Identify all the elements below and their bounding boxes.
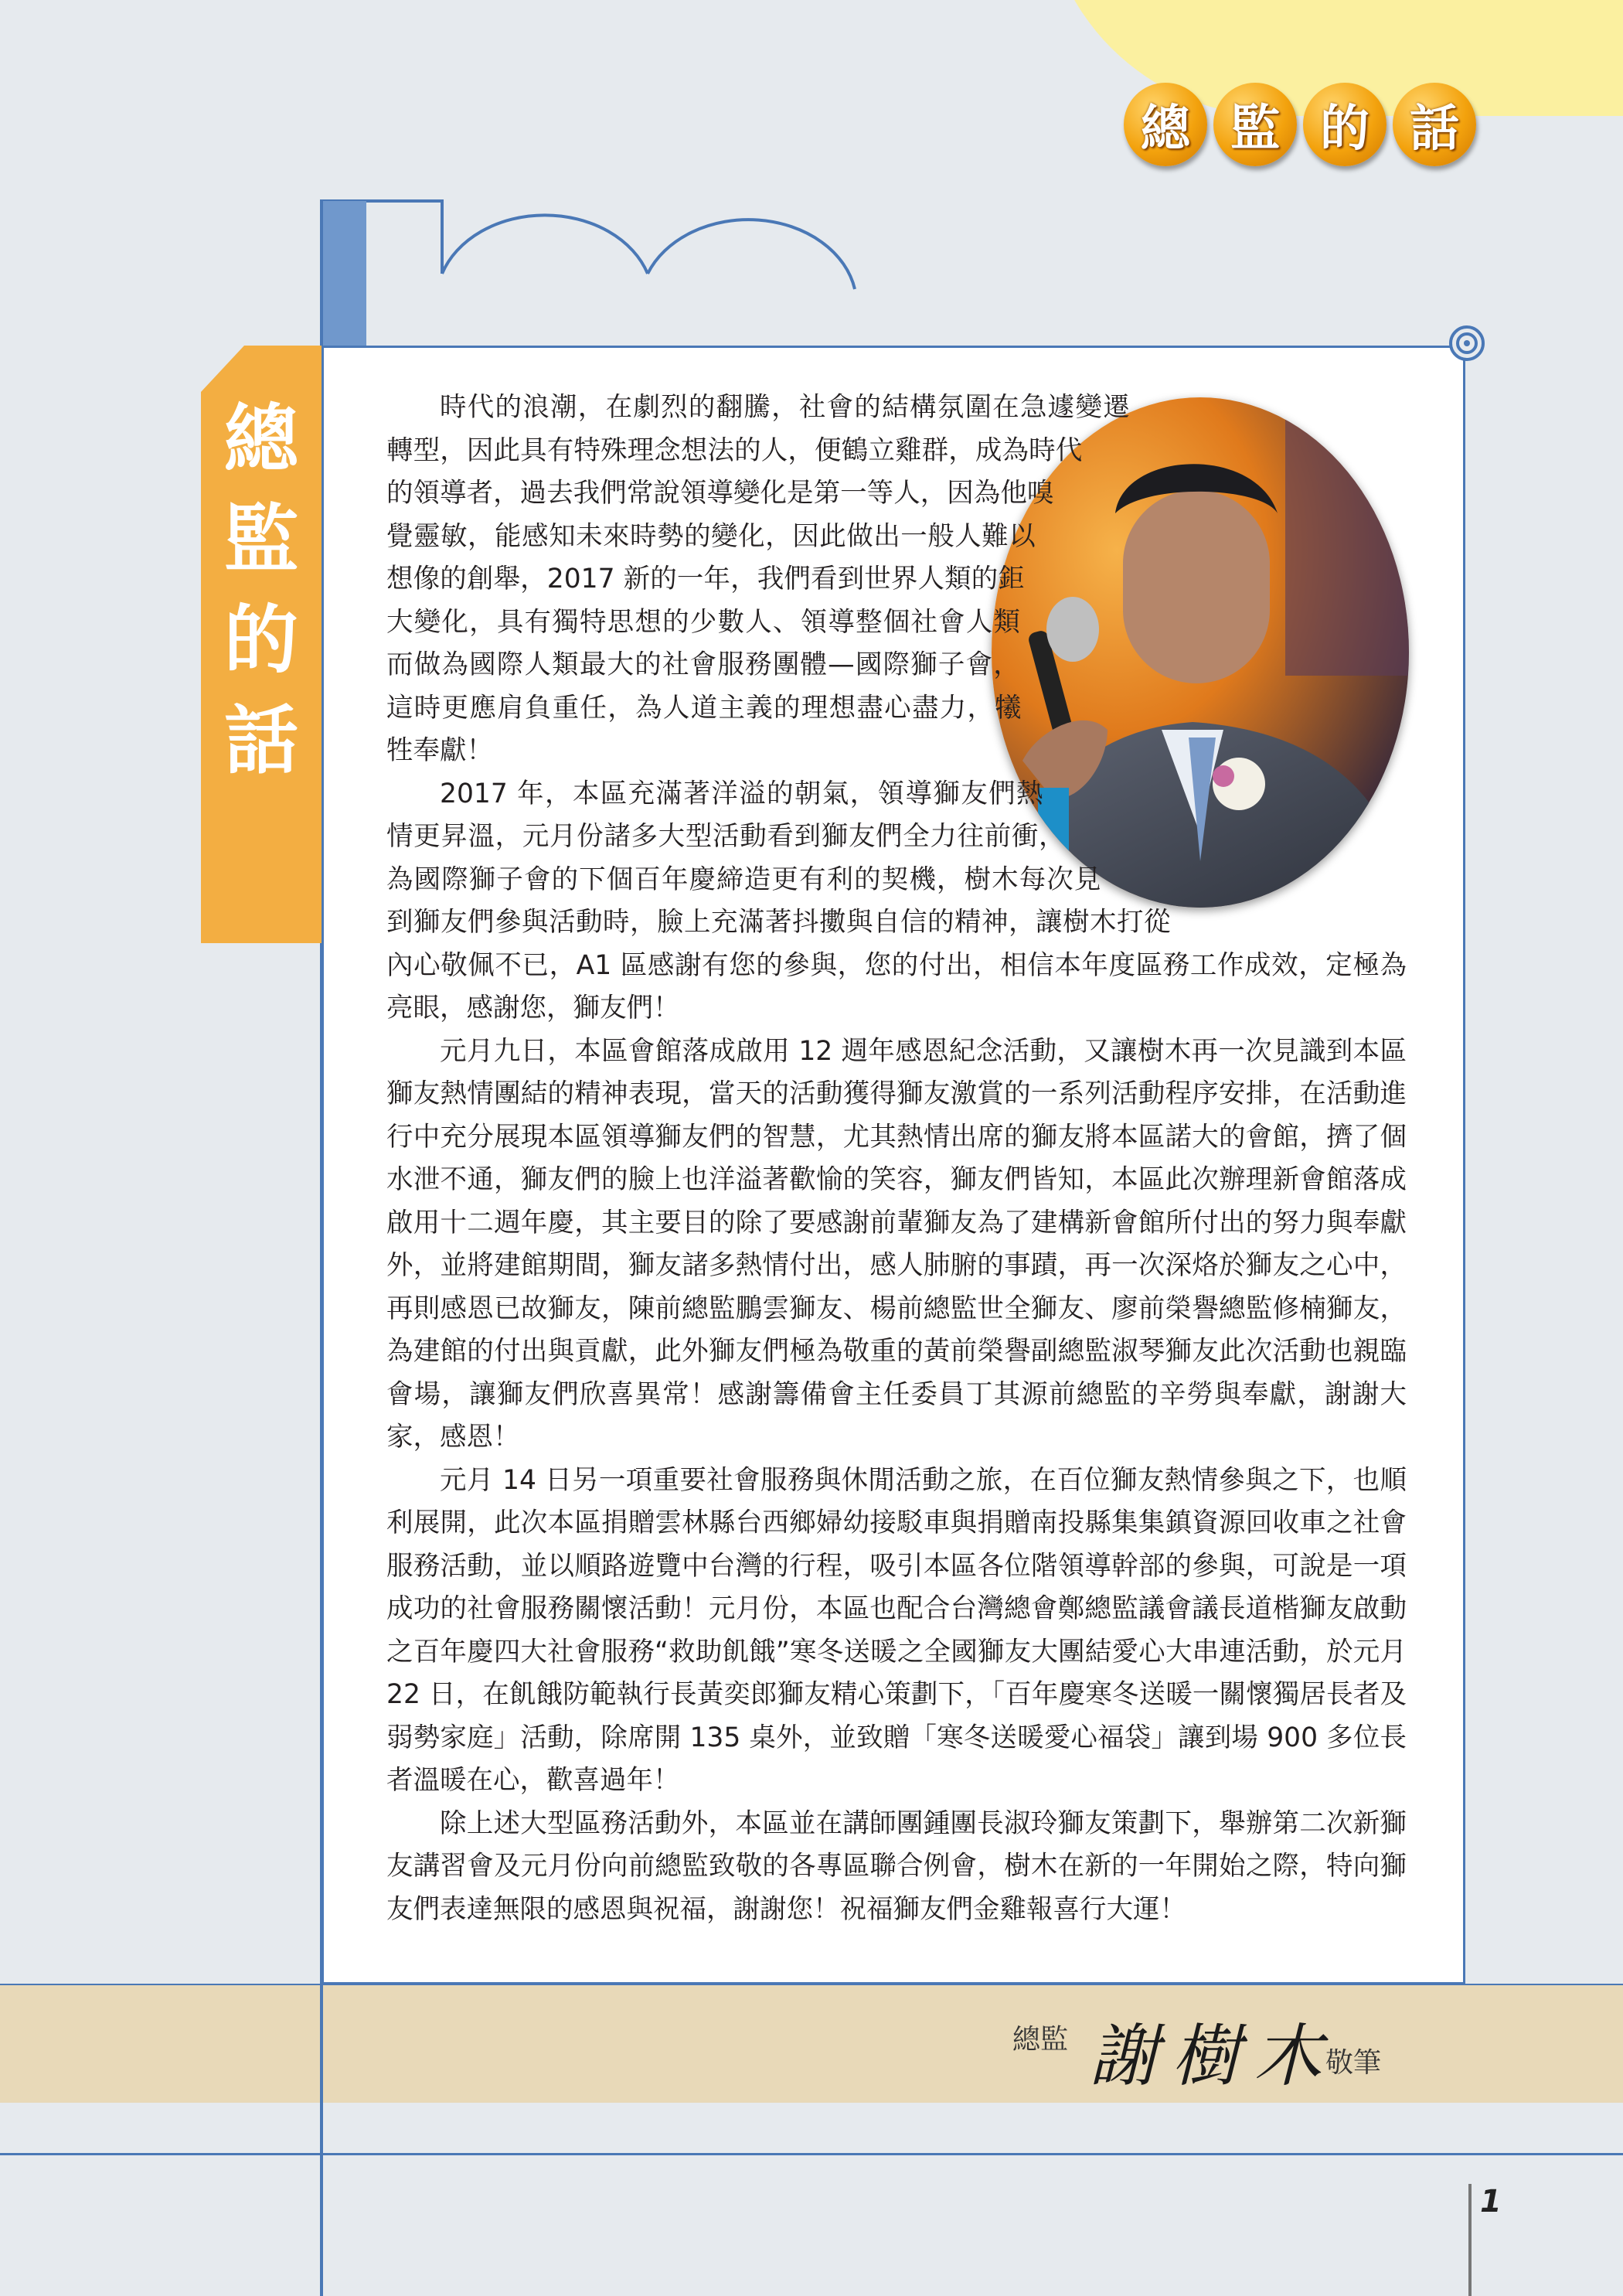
side-title-char: 的 — [224, 596, 298, 683]
article-body — [386, 387, 1407, 1931]
article-paragraph: 時代的浪潮，在劇烈的翻騰，社會的結構氛圍在急遽變遷轉型，因此具有特殊理念想法的人，便鶴立雞群，成為時代的領導者，過去我們常說領導變化是第一等人，因為他嗅覺靈敏，能感知未來時勢的變化，因此做出一般人難以想像的創舉，2017 新的一年，我們看到世界人類的鉅大變化，具有獨特思想的少數人、領導整個社會人類而做為國際人類最大的社會服務團體—國際獅子會，這時更應肩負重任，為人道主義的理想盡心盡力，犧牲奉獻！ — [386, 392, 1130, 766]
signature-closing: 敬筆 — [1325, 2047, 1382, 2079]
decorative-arcs — [441, 199, 858, 292]
spiral-icon — [1447, 323, 1487, 363]
title-badge: 的 — [1303, 83, 1387, 166]
signature-title: 總監 — [1012, 2024, 1069, 2056]
article-paragraph: 元月 14 日另一項重要社會服務與休閒活動之旅，在百位獅友熱情參與之下，也順利展開，此次本區捐贈雲林縣台西鄉婦幼接駁車與捐贈南投縣集集鎮資源回收車之社會服務活動，並以順路遊覽中台灣的行程，吸引本區各位階領導幹部的參與，可說是一項成功的社會服務關懷活動！元月份，本區也配合台灣總會鄭總監議會議長道楷獅友啟動之百年慶四大社會服務“救助飢餓”寒冬送暖之全國獅友大團結愛心大串連活動，於元月 22 日，在飢餓防範執行長黃奕郎獅友精心策劃下，「百年慶寒冬送暖一關懷獨居長者及弱勢家庭」活動，除席開 135 桌外，並致贈「寒冬送暖愛心福袋」讓到場 900 多位長者溫暖在心，歡喜過年！ — [386, 1464, 1407, 1796]
page-number-bar — [1468, 2184, 1472, 2296]
title-badge: 監 — [1213, 83, 1297, 166]
side-title — [201, 395, 322, 784]
title-badge: 話 — [1393, 83, 1476, 166]
article-paragraph: 除上述大型區務活動外，本區並在講師團鍾團長淑玲獅友策劃下，舉辦第二次新獅友講習會及元月份向前總監致敬的各專區聯合例會，樹木在新的一年開始之際，特向獅友們表達無限的感恩與祝福，謝謝您！祝福獅友們金雞報喜行大運！ — [386, 1807, 1407, 1925]
article-paragraph: 2017 年，本區充滿著洋溢的朝氣，領導獅友們熱情更昇溫，元月份諸多大型活動看到獅友們全力往前衝，為國際獅子會的下個百年慶締造更有利的契機，樹木每次見到獅友們參與活動時，臉上充滿著抖擻與自信的精神，讓樹木打從內心敬佩不已，A1 區感謝有您的參與，您的付出，相信本年度區務工作成效，定極為亮眼，感謝您，獅友們！ — [386, 778, 1407, 1024]
frame-accent-block — [323, 201, 366, 348]
side-title-char: 監 — [224, 496, 298, 583]
section-title-badges — [1124, 83, 1476, 166]
page-number: 1 — [1480, 2184, 1502, 2219]
frame-line-left-band — [320, 1984, 323, 2296]
article-paragraph: 元月九日，本區會館落成啟用 12 週年感恩紀念活動，又讓樹木再一次見識到本區獅友熱情團結的精神表現，當天的活動獲得獅友激賞的一系列活動程序安排，在活動進行中充分展現本區領導獅友們的智慧，尤其熱情出席的獅友將本區諾大的會館，擠了個水泄不通，獅友們的臉上也洋溢著歡愉的笑容，獅友們皆知，本區此次辦理新會館落成啟用十二週年慶，其主要目的除了要感謝前輩獅友為了建構新會館所付出的努力與奉獻外，並將建館期間，獅友諸多熱情付出，感人肺腑的事蹟，再一次深烙於獅友之心中，再則感恩已故獅友，陳前總監鵬雲獅友、楊前總監世全獅友、廖前榮譽總監修楠獅友，為建館的付出與貢獻，此外獅友們極為敬重的黃前榮譽副總監淑琴獅友此次活動也親臨會場，讓獅友們欣喜異常！感謝籌備會主任委員丁其源前總監的辛勞與奉獻，謝謝大家，感恩！ — [386, 1035, 1407, 1453]
frame-line-lower — [0, 2153, 1623, 2155]
signature-name: 謝樹木 — [1090, 2016, 1336, 2096]
title-badge: 總 — [1124, 83, 1207, 166]
side-tab-corner — [201, 346, 244, 392]
side-title-char: 總 — [224, 395, 298, 482]
side-title-char: 話 — [224, 697, 298, 784]
